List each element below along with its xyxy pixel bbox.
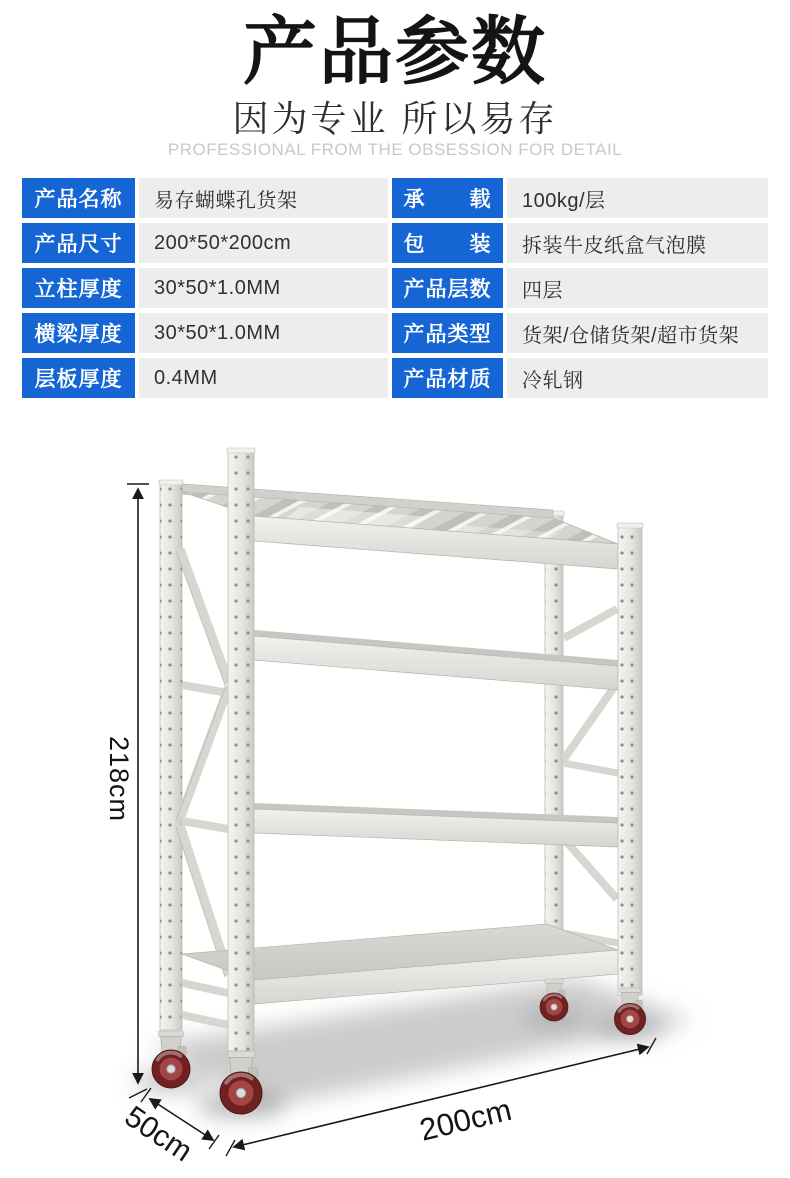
page-subtitle: 因为专业 所以易存 [232,98,558,139]
spec-label: 产品尺寸 [22,223,135,263]
shelf3-beam [254,636,618,690]
spec-value: 100kg/层 [507,178,768,218]
spec-value: 30*50*1.0MM [139,268,388,308]
caster-rear-left [152,1031,190,1088]
page-title: 产品参数 [243,10,547,93]
spec-label: 产品名称 [22,178,135,218]
spec-col-left [22,178,388,403]
spec-value: 0.4MM [139,358,388,398]
spec-label: 产品材质 [392,358,503,398]
product-photo [0,433,790,1178]
spec-value: 易存蝴蝶孔货架 [139,178,388,218]
spec-row [392,178,768,218]
spec-row [22,313,388,353]
spec-value: 30*50*1.0MM [139,313,388,353]
dimension-depth-label: 50cm [118,1099,198,1169]
spec-col-right [392,178,768,403]
spec-label: 立柱厚度 [22,268,135,308]
spec-value: 冷轧钢 [507,358,768,398]
spec-label: 包 装 [392,223,503,263]
dimension-height-label: 218cm [104,735,134,823]
spec-label: 承 载 [392,178,503,218]
floor-shadow [133,978,695,1117]
spec-label: 产品层数 [392,268,503,308]
spec-value: 拆装牛皮纸盒气泡膜 [507,223,768,263]
spec-row [392,268,768,308]
spec-row [392,313,768,353]
spec-label: 产品类型 [392,313,503,353]
page-tagline: PROFESSIONAL FROM THE OBSESSION FOR DETAIL [167,140,623,159]
spec-value: 200*50*200cm [139,223,388,263]
front-right-post [617,523,643,995]
spec-table [0,178,790,403]
dimension-width-label: 200cm [416,1091,515,1148]
spec-label: 层板厚度 [22,358,135,398]
spec-row [22,223,388,263]
spec-row [22,178,388,218]
spec-row [22,358,388,398]
page-header [0,0,790,160]
front-left-post [227,448,255,1055]
spec-label: 横梁厚度 [22,313,135,353]
spec-value: 货架/仓储货架/超市货架 [507,313,768,353]
rear-right-post [544,511,564,975]
spec-row [392,223,768,263]
spec-value: 四层 [507,268,768,308]
spec-row [392,358,768,398]
rear-left-post [159,480,183,1030]
spec-row [22,268,388,308]
